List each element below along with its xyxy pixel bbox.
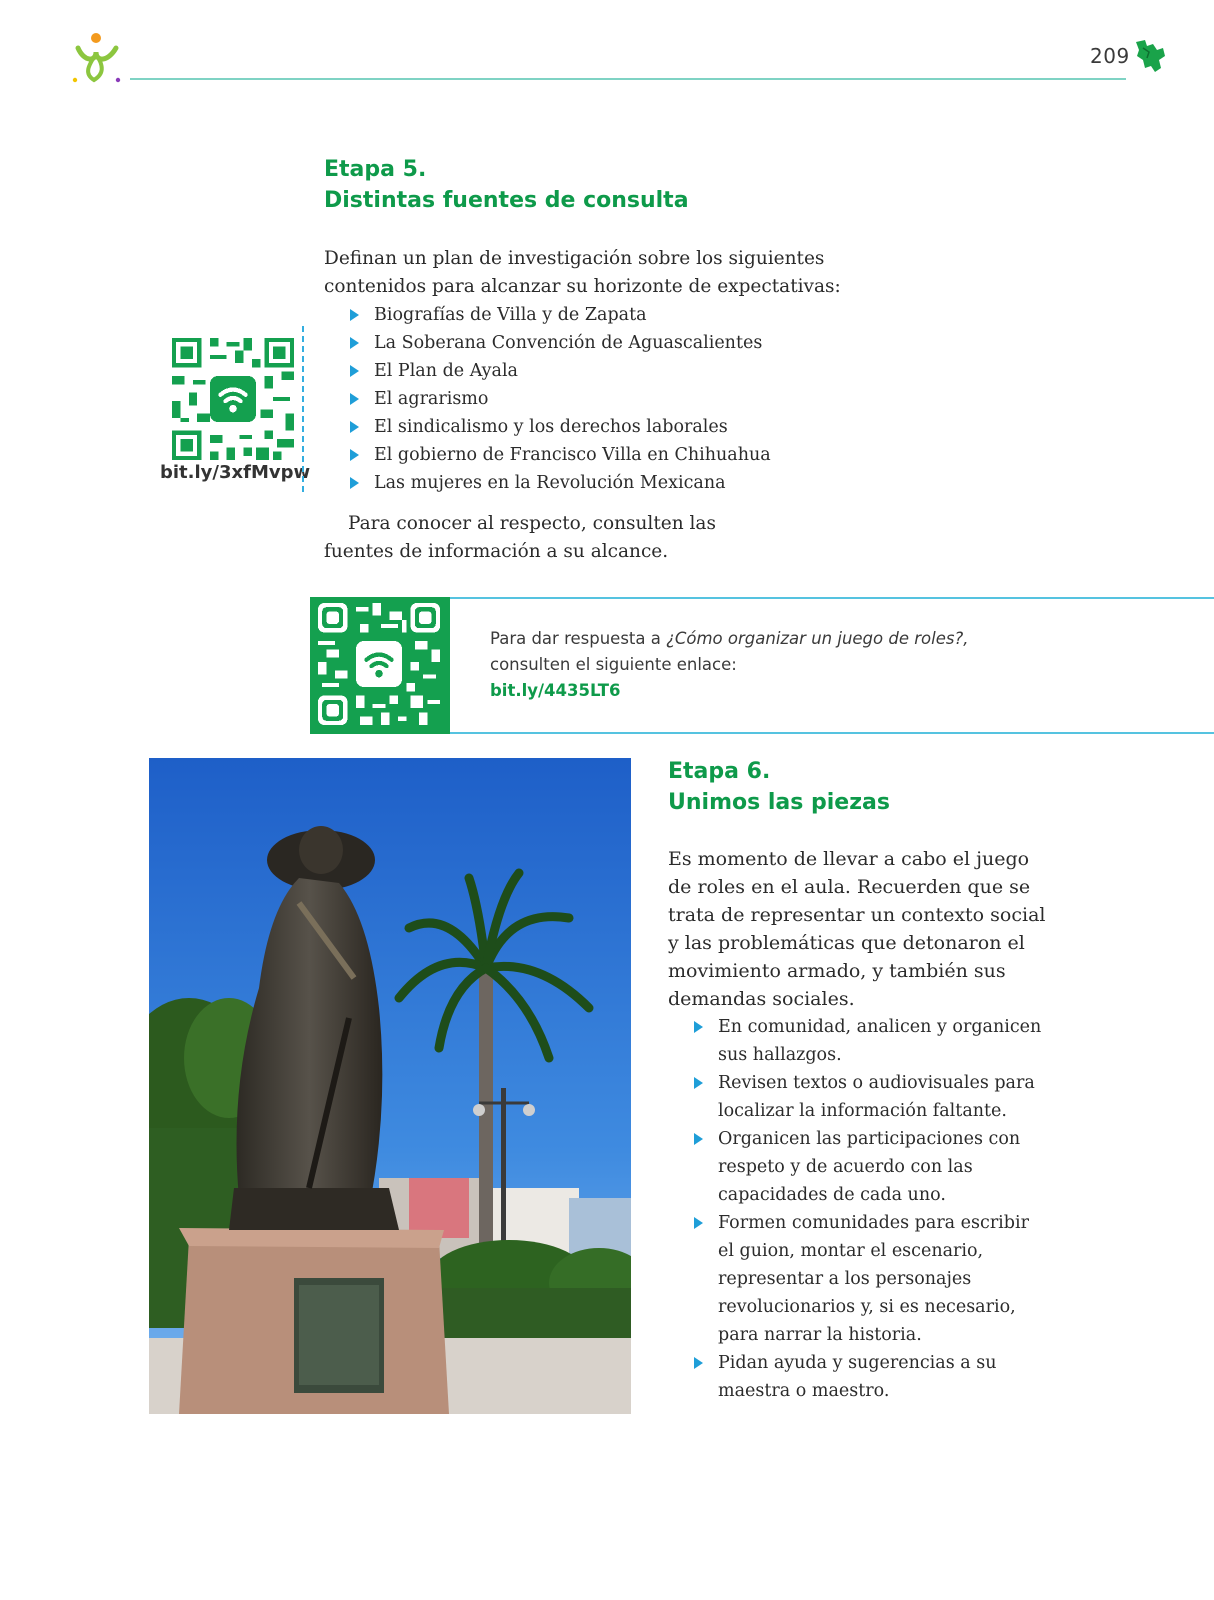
etapa5-outro: Para conocer al respecto, consulten las fuentes de información a su alcance.: [324, 513, 716, 562]
list-item: En comunidad, analicen y organicen sus hallazgos.: [692, 1013, 1048, 1069]
etapa6-list: [692, 1013, 1048, 1405]
bullet-arrow-icon: [350, 337, 359, 349]
etapa5-list: [348, 301, 844, 497]
qr-short-link[interactable]: bit.ly/3xfMvpw: [160, 462, 311, 483]
info-box-text: Para dar respuesta a ¿Cómo organizar un juego de roles?, consulten el siguiente enlace: bit.ly/4435LT6: [490, 629, 969, 700]
zapata-statue-photo: [149, 758, 631, 1414]
list-item: El gobierno de Francisco Villa en Chihuahua: [348, 441, 844, 469]
bullet-arrow-icon: [694, 1133, 703, 1145]
etapa5-number: Etapa 5.: [324, 157, 427, 182]
bullet-arrow-icon: [694, 1217, 703, 1229]
qr-code-icon[interactable]: [318, 603, 440, 725]
header-rule: [130, 78, 1126, 80]
list-item: Las mujeres en la Revolución Mexicana: [348, 469, 844, 497]
list-item: Organicen las participaciones con respeto y de acuerdo con las capacidades de cada uno.: [692, 1125, 1048, 1209]
etapa6-section: [668, 757, 1048, 1405]
bullet-arrow-icon: [694, 1077, 703, 1089]
logo-icon: [70, 32, 126, 84]
bullet-arrow-icon: [694, 1357, 703, 1369]
etapa6-intro: Es momento de llevar a cabo el juego de roles en el aula. Recuerden que se trata de representar un contexto social y las problemáticas que detonaron el movimiento armado, y también sus demandas sociales.: [668, 848, 1046, 1010]
bullet-arrow-icon: [694, 1021, 703, 1033]
list-item: Formen comunidades para escribir el guion, montar el escenario, representar a los personajes revolucionarios y, si es necesario, para narrar la historia.: [692, 1209, 1048, 1349]
etapa5-title: Distintas fuentes de consulta: [324, 188, 689, 213]
etapa5-intro: Definan un plan de investigación sobre los siguientes contenidos para alcanzar su horizonte de expectativas:: [324, 248, 841, 297]
bullet-arrow-icon: [350, 365, 359, 377]
bullet-arrow-icon: [350, 477, 359, 489]
info-link[interactable]: bit.ly/4435LT6: [490, 681, 621, 700]
list-item: La Soberana Convención de Aguascalientes: [348, 329, 844, 357]
list-item: Pidan ayuda y sugerencias a su maestra o maestro.: [692, 1349, 1048, 1405]
mexico-map-icon: [1133, 38, 1167, 74]
qr-code-icon[interactable]: [172, 338, 294, 460]
list-item: Biografías de Villa y de Zapata: [348, 301, 844, 329]
bullet-arrow-icon: [350, 421, 359, 433]
etapa6-number: Etapa 6.: [668, 759, 771, 784]
list-item: El agrarismo: [348, 385, 844, 413]
bullet-arrow-icon: [350, 309, 359, 321]
bullet-arrow-icon: [350, 393, 359, 405]
page-number: 209: [1090, 44, 1130, 68]
info-question: ¿Cómo organizar un juego de roles?,: [666, 629, 969, 648]
dashed-divider: [302, 326, 304, 492]
etapa5-section: [324, 155, 844, 497]
etapa6-title: Unimos las piezas: [668, 790, 890, 815]
bullet-arrow-icon: [350, 449, 359, 461]
list-item: El Plan de Ayala: [348, 357, 844, 385]
list-item: El sindicalismo y los derechos laborales: [348, 413, 844, 441]
list-item: Revisen textos o audiovisuales para localizar la información faltante.: [692, 1069, 1048, 1125]
